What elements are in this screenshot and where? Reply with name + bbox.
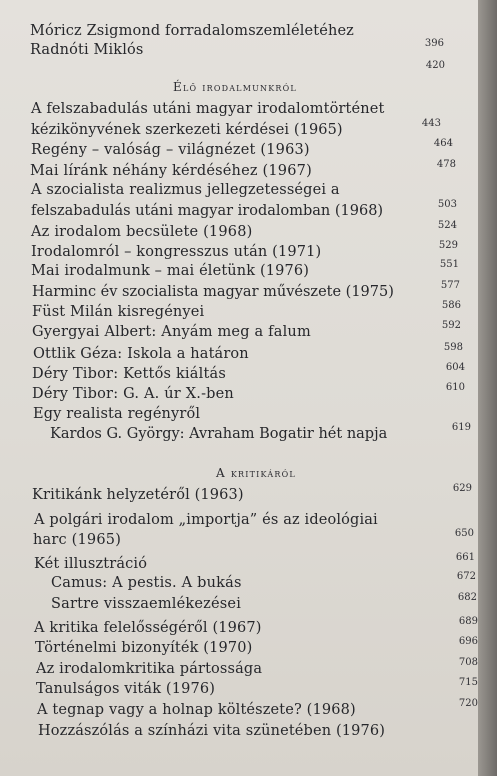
entry-title-mai-lirank-nehany-kerdesehez-1967: Mai líránk néhány kérdéséhez (1967) [30, 163, 312, 179]
page-number: 586 [441, 300, 461, 311]
page-number: 598 [443, 342, 463, 353]
page-number: 629 [452, 483, 472, 494]
toc-entry [0, 679, 478, 699]
entry-title-harc-1965: harc (1965) [33, 532, 122, 548]
toc-entry [0, 302, 478, 322]
toc-entry [0, 530, 478, 550]
toc-entry [0, 700, 478, 720]
page-number: 696 [458, 636, 478, 647]
page-number: 464 [433, 138, 453, 149]
page-number: 529 [438, 240, 458, 251]
page-number: 592 [441, 320, 461, 331]
page-number: 708 [458, 657, 478, 668]
entry-title-dery-tibor-kettos-kialtas: Déry Tibor: Kettős kiáltás [32, 366, 226, 382]
entry-title-a-felszabadulas-utani-magyar-irodalomtor: A felszabadulás utáni magyar irodalomtörténet [31, 101, 385, 117]
page-number: 478 [436, 159, 456, 170]
page-number: 420 [425, 60, 445, 71]
entry-title-dery-tibor-g-a-ur-x-ben: Déry Tibor: G. A. úr X.-ben [32, 386, 234, 402]
toc-entry [0, 364, 478, 384]
page-number: 604 [445, 362, 465, 373]
entry-title-harminc-ev-szocialista-magyar-muveszete-: Harminc év szocialista magyar művészete (1975) [32, 284, 394, 300]
toc-entry [0, 510, 478, 530]
entry-title-irodalomrol-kongresszus-utan-1971: Irodalomról – kongresszus után (1971) [31, 244, 322, 260]
toc-entry [0, 140, 478, 160]
entry-title-tortenelmi-bizonyitek-1970: Történelmi bizonyíték (1970) [35, 640, 253, 656]
entry-title-az-irodalomkritika-partossaga: Az irodalomkritika pártossága [36, 661, 263, 677]
page-number: 672 [456, 571, 476, 582]
page-number: 720 [458, 698, 478, 709]
entry-title-kardos-g-gyorgy-avraham-bogatir-het-napj: Kardos G. György: Avraham Bogatir hét napja [50, 426, 388, 442]
entry-title-kritikank-helyzeterol-1963: Kritikánk helyzetéről (1963) [32, 487, 244, 503]
page-number: 661 [455, 552, 475, 563]
page-number: 689 [458, 616, 478, 627]
entry-title-a-szocialista-realizmus-jellegzetessegei: A szocialista realizmus jellegzetességei a [31, 182, 340, 198]
page-number: 443 [421, 118, 441, 129]
section-heading-elo-irodalmunkrol: Élő irodalmunkról [173, 80, 297, 94]
page-number: 551 [439, 259, 459, 270]
entry-title-gyergyai-albert-anyam-meg-a-falum: Gyergyai Albert: Anyám meg a falum [32, 324, 311, 340]
page-number: 396 [424, 38, 444, 49]
toc-entry [0, 404, 478, 424]
page-number: 715 [458, 677, 478, 688]
entry-title-ket-illusztracio: Két illusztráció [34, 556, 148, 572]
toc-entry [0, 721, 478, 741]
toc-entry [0, 554, 478, 574]
toc-entry [0, 222, 478, 242]
entry-title-moricz-zsigmond-forradalomszemleletehez: Móricz Zsigmond forradalomszemléletéhez [30, 23, 354, 39]
toc-entry [0, 573, 478, 593]
entry-title-mai-irodalmunk-mai-eletunk-1976: Mai irodalmunk – mai életünk (1976) [31, 263, 310, 279]
toc-entry [0, 282, 478, 302]
page-number: 524 [437, 220, 457, 231]
toc-entry [0, 424, 478, 444]
toc-entry [0, 242, 478, 262]
toc-entry [0, 201, 478, 221]
entry-title-tanulsagos-vitak-1976: Tanulságos viták (1976) [36, 681, 216, 697]
entry-title-a-kritika-felelossegerol-1967: A kritika felelősségéről (1967) [34, 620, 262, 636]
toc-entry [0, 618, 478, 638]
entry-title-radnoti-miklos: Radnóti Miklós [30, 42, 144, 58]
toc-entry [0, 594, 478, 614]
entry-title-fust-milan-kisregenyei: Füst Milán kisregényei [32, 304, 205, 320]
page-number: 650 [454, 528, 474, 539]
page-number: 503 [437, 199, 457, 210]
section-heading-a-kritikarol: A kritikáról [216, 466, 296, 480]
toc-entry [0, 56, 478, 76]
toc-entry [0, 384, 478, 404]
page-edge [478, 0, 497, 776]
entry-title-ottlik-geza-iskola-a-hataron: Ottlik Géza: Iskola a határon [33, 346, 249, 362]
entry-title-camus-a-pestis-a-bukas: Camus: A pestis. A bukás [51, 575, 242, 591]
toc-entry [0, 261, 478, 281]
entry-title-kezikonyvenek-szerkezeti-kerdesei-1965: kézikönyvének szerkezeti kérdései (1965) [31, 122, 343, 138]
entry-title-a-tegnap-vagy-a-holnap-kolteszete-1968: A tegnap vagy a holnap költészete? (1968) [37, 702, 356, 718]
toc-entry [0, 638, 478, 658]
page-number: 619 [451, 422, 471, 433]
toc-entry [0, 485, 478, 505]
entry-title-hozzaszolas-a-szinhazi-vita-szuneteben-1: Hozzászólás a színházi vita szünetében (1976) [38, 723, 386, 739]
toc-entry [0, 659, 478, 679]
toc-entry [0, 322, 478, 342]
page-number: 682 [457, 592, 477, 603]
entry-title-felszabadulas-utani-magyar-irodalomban-1: felszabadulás utáni magyar irodalomban (1968) [31, 203, 384, 219]
toc-entry [0, 180, 478, 200]
entry-title-az-irodalom-becsulete-1968: Az irodalom becsülete (1968) [31, 224, 253, 240]
entry-title-a-polgari-irodalom-importja-es-az-ideolo: A polgári irodalom „importja” és az ideológiai [34, 512, 378, 528]
page-number: 577 [440, 280, 460, 291]
toc-entry [0, 344, 478, 364]
entry-title-sartre-visszaemlekezesei: Sartre visszaemlékezései [51, 596, 242, 612]
entry-title-egy-realista-regenyrol: Egy realista regényről [33, 406, 201, 422]
toc-entry [0, 161, 478, 181]
page-number: 610 [445, 382, 465, 393]
entry-title-regeny-valosag-vilagnezet-1963: Regény – valóság – világnézet (1963) [31, 142, 310, 158]
toc-entry [0, 120, 478, 140]
